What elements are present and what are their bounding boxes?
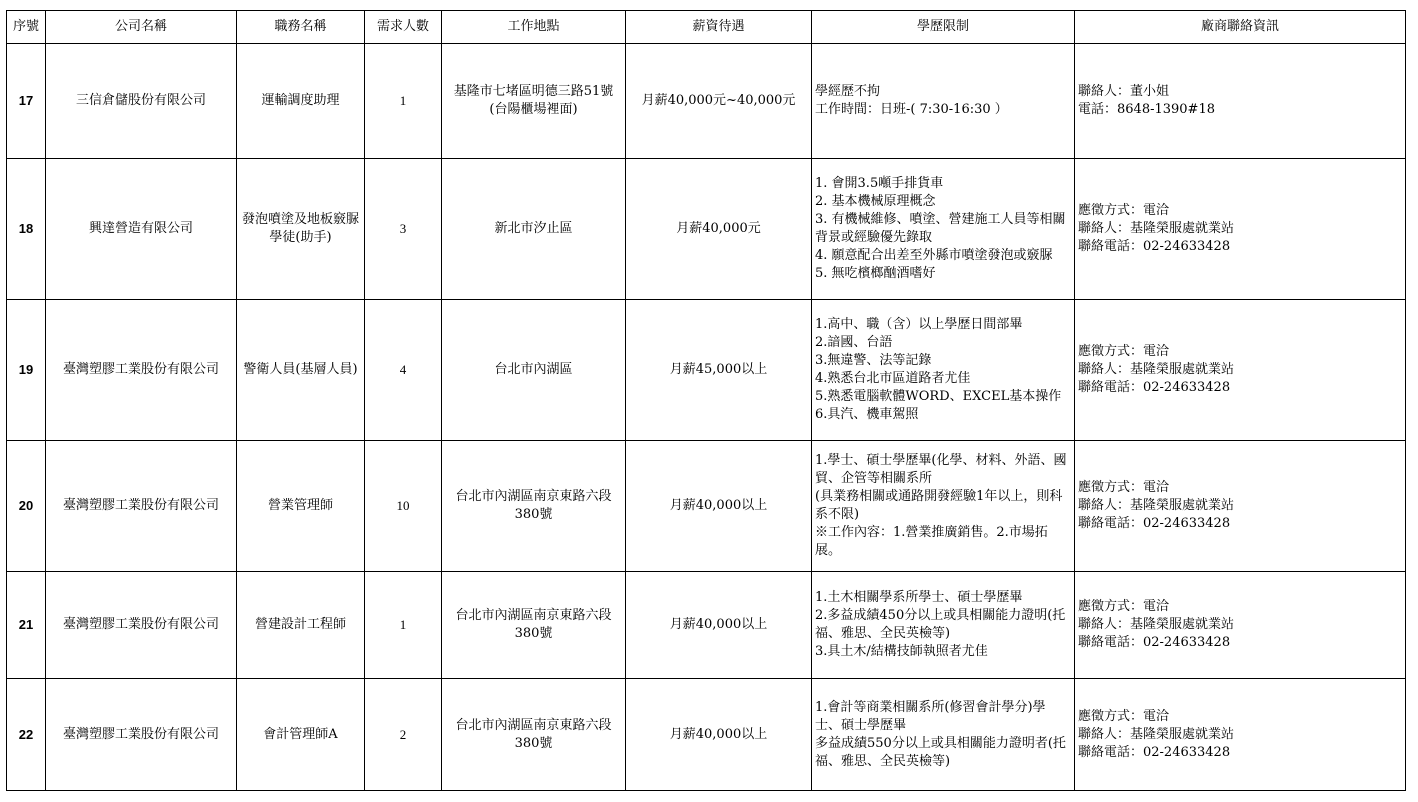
education-line: 工作時間：日班-( 7:30-16:30 ） [815,102,1008,117]
headcount: 3 [365,159,442,300]
education-line: 5.熟悉電腦軟體WORD、EXCEL基本操作 [815,389,1062,404]
education-requirements [812,44,1075,159]
header-contact: 廠商聯絡資訊 [1075,11,1406,44]
job-title: 警衛人員(基層人員) [237,300,365,441]
education-line: 6.具汽、機車駕照 [815,407,919,422]
contact-line: 應徵方式：電洽 [1078,344,1170,359]
contact-line: 聯絡人：基隆榮服處就業站 [1078,726,1235,742]
education-requirements [812,300,1075,441]
header-row [7,11,1406,44]
company-name: 臺灣塑膠工業股份有限公司 [46,679,237,791]
table-row [7,159,1406,300]
header-count: 需求人數 [365,11,442,44]
contact-info [1075,441,1406,572]
contact-line: 聯絡電話：02-24633428 [1078,380,1231,395]
education-line: 1.土木相關學系所學士、碩士學歷畢 [815,590,1023,605]
header-seq: 序號 [7,11,46,44]
education-line: (具業務相關或通路開發經驗1年以上，則科系不限) [815,489,1063,522]
row-seq: 17 [7,44,46,159]
company-name: 臺灣塑膠工業股份有限公司 [46,441,237,572]
contact-info [1075,44,1406,159]
job-title: 運輸調度助理 [237,44,365,159]
row-seq: 20 [7,441,46,572]
header-education: 學歷限制 [812,11,1075,44]
job-title: 營業管理師 [237,441,365,572]
contact-info [1075,159,1406,300]
company-name: 臺灣塑膠工業股份有限公司 [46,300,237,441]
education-requirements [812,159,1075,300]
education-line: 1.學士、碩士學歷畢(化學、材料、外語、國貿、企管等相關系所 [815,453,1067,486]
contact-line: 聯絡人：基隆榮服處就業站 [1078,221,1235,236]
education-line: 3.無違警、法等記錄 [815,353,932,368]
work-location: 台北市內湖區南京東路六段380號 [442,679,626,791]
contact-line: 聯絡電話：02-24633428 [1078,239,1231,254]
header-location: 工作地點 [442,11,626,44]
row-seq: 22 [7,679,46,791]
contact-line: 聯絡人：基隆榮服處就業站 [1078,617,1235,632]
contact-info [1075,300,1406,441]
job-listings-table [6,10,1406,791]
salary: 月薪40,000以上 [626,572,812,679]
contact-line: 應徵方式：電洽 [1078,480,1170,495]
work-location: 新北市汐止區 [442,159,626,300]
company-name: 三信倉儲股份有限公司 [46,44,237,159]
contact-line: 聯絡人：基隆榮服處就業站 [1078,498,1235,513]
education-line: 1.會計等商業相關系所(修習會計學分)學士、碩士學歷畢 [815,699,1046,733]
contact-info [1075,679,1406,791]
header-salary: 薪資待遇 [626,11,812,44]
education-line: 多益成績550分以上或具相關能力證明者(托福、雅思、全民英檢等) [815,735,1066,769]
table-row [7,572,1406,679]
contact-line: 聯絡電話：02-24633428 [1078,635,1231,650]
header-job: 職務名稱 [237,11,365,44]
salary: 月薪40,000元~40,000元 [626,44,812,159]
work-location: 台北市內湖區南京東路六段380號 [442,441,626,572]
work-location: 台北市內湖區南京東路六段380號 [442,572,626,679]
headcount: 2 [365,679,442,791]
company-name: 臺灣塑膠工業股份有限公司 [46,572,237,679]
row-seq: 18 [7,159,46,300]
education-line: 1.高中、職（含）以上學歷日間部畢 [815,317,1023,332]
work-location: 台北市內湖區 [442,300,626,441]
header-company: 公司名稱 [46,11,237,44]
education-line: 3.具土木/結構技師執照者尤佳 [815,644,988,659]
education-line: ※工作內容：1.營業推廣銷售。2.市場拓展。 [815,525,1048,558]
table-row [7,44,1406,159]
education-line: 2.多益成績450分以上或具相關能力證明(托福、雅思、全民英檢等) [815,608,1066,641]
salary: 月薪40,000以上 [626,679,812,791]
salary: 月薪40,000元 [626,159,812,300]
table-row [7,679,1406,791]
salary: 月薪40,000以上 [626,441,812,572]
job-title: 會計管理師A [237,679,365,791]
education-line: 學經歷不拘 [815,84,881,99]
education-requirements [812,572,1075,679]
education-line: 1. 會開3.5噸手排貨車 [815,176,944,191]
contact-line: 聯絡人：董小姐 [1078,84,1170,99]
table-row [7,441,1406,572]
job-title: 營建設計工程師 [237,572,365,679]
headcount: 1 [365,44,442,159]
contact-line: 聯絡人：基隆榮服處就業站 [1078,362,1235,377]
company-name: 興達營造有限公司 [46,159,237,300]
job-title: 發泡噴塗及地板竅脲學徒(助手) [237,159,365,300]
contact-line: 聯絡電話：02-24633428 [1078,516,1231,531]
contact-line: 電話：8648-1390#18 [1078,102,1215,117]
contact-line: 應徵方式：電洽 [1078,708,1170,724]
education-requirements [812,679,1075,791]
education-line: 5. 無吃檳榔酗酒嗜好 [815,266,936,281]
contact-info [1075,572,1406,679]
salary: 月薪45,000以上 [626,300,812,441]
education-line: 2.諳國、台語 [815,335,893,350]
headcount: 1 [365,572,442,679]
contact-line: 應徵方式：電洽 [1078,599,1170,614]
education-line: 4.熟悉台北市區道路者尤佳 [815,371,971,386]
headcount: 4 [365,300,442,441]
headcount: 10 [365,441,442,572]
row-seq: 21 [7,572,46,679]
work-location: 基隆市七堵區明德三路51號(台陽櫃場裡面) [442,44,626,159]
table-row [7,300,1406,441]
education-line: 2. 基本機械原理概念 [815,194,936,209]
contact-line: 應徵方式：電洽 [1078,203,1170,218]
education-line: 3. 有機械維修、噴塗、營建施工人員等相關背景或經驗優先錄取 [815,212,1066,245]
education-line: 4. 願意配合出差至外縣市噴塗發泡或竅脲 [815,248,1053,263]
education-requirements [812,441,1075,572]
row-seq: 19 [7,300,46,441]
contact-line: 聯絡電話：02-24633428 [1078,744,1231,760]
